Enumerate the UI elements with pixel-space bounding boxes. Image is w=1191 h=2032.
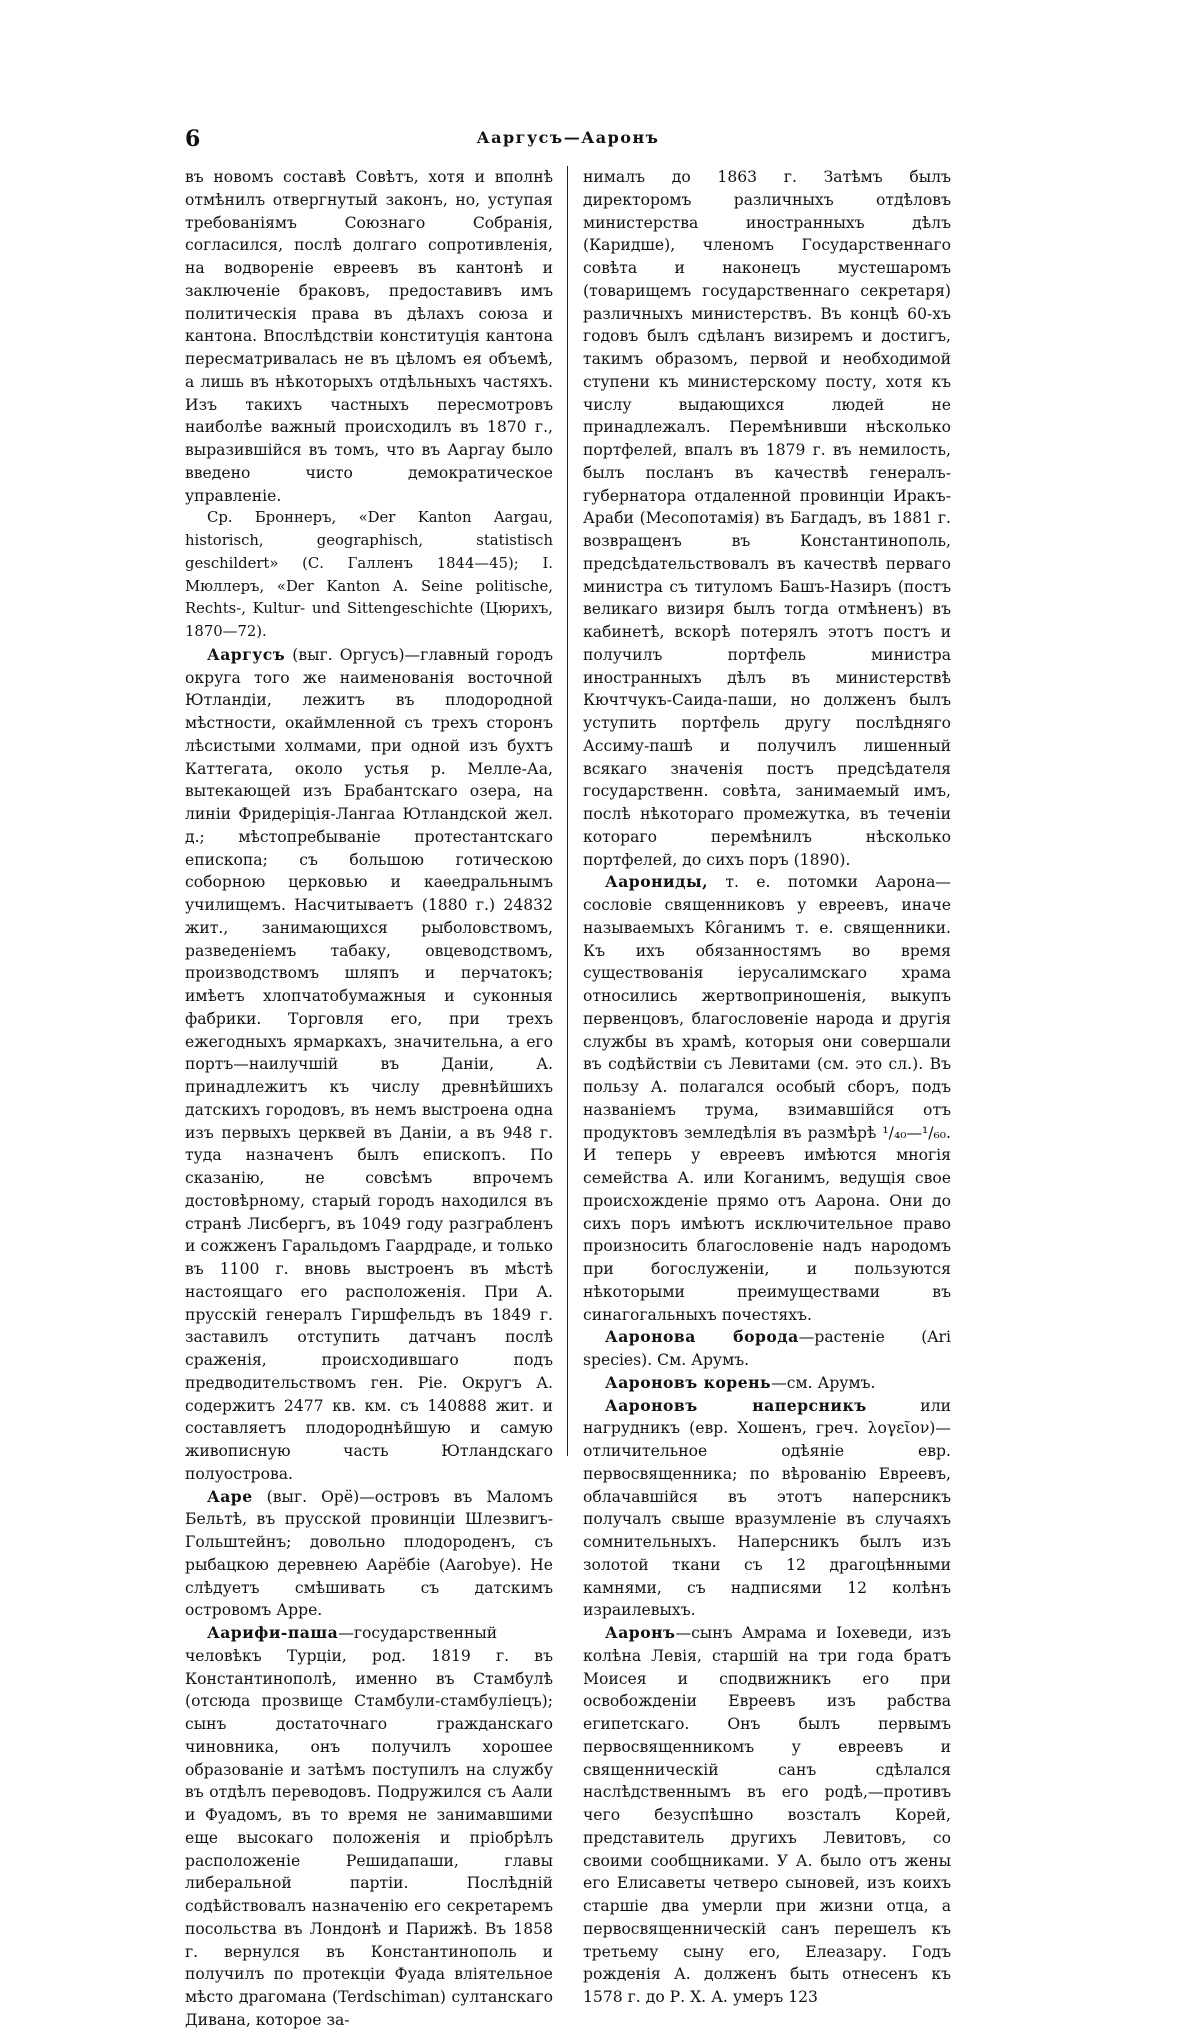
entry-aaronov-koren xyxy=(583,1372,951,1395)
headword: Ааронова борода xyxy=(605,1327,799,1347)
paragraph-continuation: въ новомъ составѣ Совѣтъ, хотя и вполнѣ отмѣнилъ отвергнутый законъ, но, уступая требованіямъ Союзнаго Собранія, согласился, послѣ долгаго сопротивленія, на водвореніе евреевъ въ кантонѣ и заключеніе браковъ, предоставивъ имъ политическія права въ дѣлахъ союза и кантона. Впослѣдствіи конституція кантона пересматривалась не въ цѣломъ ея объемѣ, а лишь въ нѣкоторыхъ отдѣльныхъ частяхъ. Изъ такихъ частныхъ пересмотровъ наиболѣе важный происходилъ въ 1870 г., выразившійся въ томъ, что въ Ааргау было введено чисто демократическое управленіе. xyxy=(185,168,553,505)
bibliography-reference: Ср. Броннеръ, «Der Kanton Aargau, historisch, geographisch, statistisch geschildert» (С. Галленъ 1844—45); І. Мюллеръ, «Der Kanton A. Seine politische, Rechts-, Kultur- und Sittengeschichte (Цюрихъ, 1870—72). xyxy=(185,509,553,640)
entry-text: (выг. Оргусъ)—главный городъ округа того же наименованія восточной Ютландіи, лежитъ въ плодородной мѣстности, окаймленной съ трехъ сторонъ лѣсистыми холмами, при одной изъ бухтъ Каттегата, около устья р. Мелле-Аа, вытекающей изъ Брабантскаго озера, на линіи Фридерiція-Лангаа Ютландской жел. д.; мѣстопребываніе протестантскаго епископа; съ большою готическою соборною церковью и каѳедральнымъ училищемъ. Насчитываетъ (1880 г.) 24832 жит., занимающихся рыболовствомъ, разведеніемъ табаку, овцеводствомъ, производствомъ шляпъ и перчатокъ; имѣетъ хлопчатобумажныя и суконныя фабрики. Торговля его, при трехъ ежегодныхъ ярмаркахъ, значительна, а его портъ—наилучшій въ Даніи, А. принадлежитъ къ числу древнѣйшихъ датскихъ городовъ, въ немъ выстроена одна изъ первыхъ церквей въ Даніи, а въ 948 г. туда назначенъ былъ епископъ. По сказанію, не совсѣмъ впрочемъ достовѣрному, старый городъ находился въ странѣ Лисбергъ, въ 1049 году разграбленъ и сожженъ Гаральдомъ Гаардраде, и только въ 1100 г. вновь выстроенъ въ мѣстѣ настоящаго его расположенія. При А. прусскій генералъ Гиршфельдъ въ 1849 г. заставилъ отступить датчанъ послѣ сраженія, происходившаго подъ предводительствомъ ген. Ріе. Округъ А. содержитъ 2477 кв. км. съ 140888 жит. и составляетъ плодороднѣйшую и самую живописную часть Ютландскаго полуострова. xyxy=(185,645,553,1483)
entry-aargus xyxy=(185,644,553,1486)
paragraph-continuation: нималъ до 1863 г. Затѣмъ былъ директоромъ различныхъ отдѣловъ министерства иностранныхъ дѣлъ (Каридше), членомъ Государственнаго совѣта и наконецъ мустешаромъ (товарищемъ государственнаго секретаря) различныхъ министерствъ. Въ концѣ 60-хъ годовъ былъ сдѣланъ визиремъ и достигъ, такимъ образомъ, первой и необходимой ступени къ министерскому посту, хотя къ числу выдающихся людей не принадлежалъ. Перемѣнивши нѣсколько портфелей, впалъ въ 1879 г. въ немилость, былъ посланъ въ качествѣ генералъ-губернатора отдаленной провинціи Иракъ-Араби (Месопотамія) въ Багдадъ, въ 1881 г. возвращенъ въ Константинополь, предсѣдательствовалъ въ качествѣ перваго министра съ титуломъ Башъ-Назиръ (постъ великаго визиря былъ тогда отмѣненъ) въ кабинетѣ, вскорѣ потерялъ этотъ постъ и получилъ портфель министра иностранныхъ дѣлъ въ министерствѣ Кючтчукъ-Саида-паши, но долженъ былъ уступить портфель другу послѣдняго Ассиму-пашѣ и получилъ лишенный всякаго значенія постъ предсѣдателя государственн. совѣта, занимаемый имъ, послѣ нѣкотораго промежутка, въ теченіи котораго перемѣнилъ нѣсколько портфелей, до сихъ поръ (1890). xyxy=(583,168,951,869)
headword: Ааргусъ xyxy=(207,644,286,664)
entry-text: (выг. Орё)—островъ въ Маломъ Бельтѣ, въ прусской провинціи Шлезвигъ-Гольштейнъ; довольно плодороденъ, съ рыбацкою деревнею Аарёбіе (Aarobye). Не слѣдуетъ смѣшивать съ датскимъ островомъ Арре. xyxy=(185,1487,553,1620)
entry-text: т. е. потомки Аарона—сословіе священниковъ у евреевъ, иначе называемыхъ Kôганимъ т. е. священники. Къ ихъ обязанностямъ во время существованія іерусалимскаго храма относились жертвоприношенія, выкупъ первенцовъ, благословеніе народа и другія службы въ храмѣ, которыя они совершали въ содѣйствіи съ Левитами (см. это сл.). Въ пользу А. полагался особый сборъ, подъ названіемъ трума, взимавшійся отъ продуктовъ земледѣлія въ размѣрѣ ¹/₄₀—¹/₆₀. И теперь у евреевъ имѣются многія семейства А. или Коганимъ, ведущія свое происхожденіе прямо отъ Аарона. Они до сихъ поръ имѣютъ исключительное право произносить благословеніе надъ народомъ при богослуженіи, и пользуются нѣкоторыми преимуществами въ синагогальныхъ почестяхъ. xyxy=(583,873,951,1324)
entry-aaronova-boroda xyxy=(583,1326,951,1372)
left-column xyxy=(185,166,553,2029)
entry-text: или нагрудникъ (евр. Хошенъ, греч. λογεῖον)—отличительное одѣяніе евр. первосвященника; по вѣрованію Евреевъ, облачавшійся въ этотъ наперсникъ получалъ свыше вразумленіе въ случаяхъ сомнительныхъ. Наперсникъ былъ изъ золотой ткани съ 12 драгоцѣнными камнями, съ надписями 12 колѣнъ израилевыхъ. xyxy=(583,1396,952,1620)
entry-aare xyxy=(185,1486,553,1623)
headword: Аарониды, xyxy=(605,872,709,892)
entry-text: —сынъ Амрама и Іохеведи, изъ колѣна Левія, старшій на три года братъ Моисея и сподвижникъ его при освобожденіи Евреевъ изъ рабства египетскаго. Онъ былъ первымъ первосвященникомъ у евреевъ и священническій санъ сдѣлался наслѣдственнымъ въ его родѣ,—противъ чего безуспѣшно возсталъ Корей, представитель другихъ Левитовъ, со своими сообщниками. У А. было отъ жены его Елисаветы четверо сыновей, изъ коихъ старшіе два умерли при жизни отца, а первосвященническій санъ перешелъ къ третьему сыну его, Елеазару. Годъ рожденія А. долженъ быть отнесенъ къ 1578 г. до Р. Х. А. умеръ 123 xyxy=(583,1624,951,2006)
entry-aaron xyxy=(583,1622,951,2009)
entry-aaronov-napersnik xyxy=(583,1395,951,1623)
entry-aarifi-pasha xyxy=(185,1622,553,2032)
entry-text: —см. Арумъ. xyxy=(771,1373,876,1392)
running-head: Ааргусъ—Ааронъ xyxy=(476,128,660,147)
headword: Аароновъ корень xyxy=(605,1372,772,1392)
column-divider xyxy=(567,166,568,1456)
headword: Ааронъ xyxy=(605,1623,676,1642)
page-number: 6 xyxy=(185,126,201,152)
entry-text: —государственный человѣкъ Турціи, род. 1819 г. въ Константинополѣ, именно въ Стамбулѣ (отсюда прозвище Стамбули-стамбуліецъ); сынъ достаточнаго гражданскаго чиновника, онъ получилъ хорошее образованіе и затѣмъ поступилъ на службу въ отдѣлъ переводовъ. Подружился съ Аали и Фуадомъ, въ то время не занимавшими еще высокаго положенія и пріобрѣлъ расположеніе Решидапаши, главы либеральной партіи. Послѣдній содѣйствовалъ назначенію его секретаремъ посольства въ Лондонѣ и Парижѣ. Въ 1858 г. вернулся въ Константинополь и получилъ по протекціи Фуада вліятельное мѣсто драгомана (Terdschiman) султанскаго Дивана, которое за- xyxy=(185,1624,553,2029)
headword: Аарифи-паша xyxy=(207,1623,339,1642)
entry-aaronidy xyxy=(583,871,951,1326)
entry-text: —растеніе (Ari species). См. Арумъ. xyxy=(583,1328,951,1369)
headword: Аароновъ наперсникъ xyxy=(605,1395,867,1415)
right-column xyxy=(583,166,952,2006)
page-header xyxy=(185,126,951,156)
headword: Ааре xyxy=(207,1486,253,1506)
